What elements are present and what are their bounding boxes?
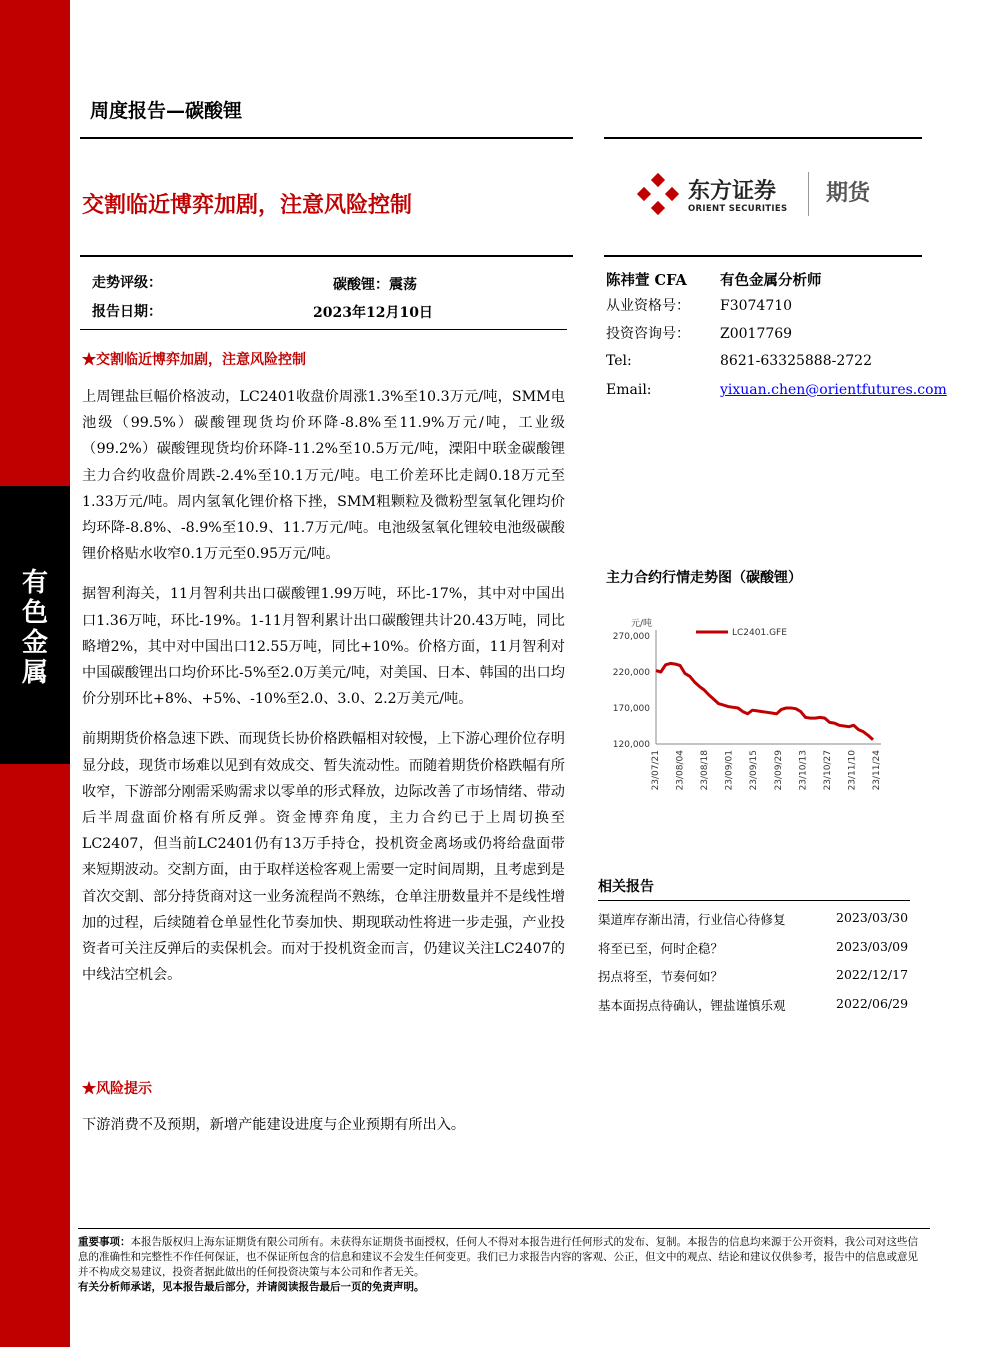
x-tick-label: 23/10/27: [822, 750, 833, 791]
x-tick-label: 23/09/01: [724, 750, 735, 791]
related-report-name[interactable]: 渠道库存渐出清，行业信心待修复: [598, 912, 786, 927]
rating-label: 走势评级：: [92, 275, 162, 291]
y-tick-label: 270,000: [612, 632, 650, 642]
x-tick-label: 23/10/13: [798, 750, 809, 791]
disclaimer-label: 重要事项：: [78, 1236, 131, 1248]
consult-label: 投资咨询号：: [606, 326, 690, 342]
related-report-date: 2022/12/17: [836, 967, 909, 982]
y-tick-label: 220,000: [612, 668, 650, 678]
diamond-logo-icon: [636, 172, 680, 216]
email-link[interactable]: yixuan.chen@orientfutures.com: [720, 382, 947, 398]
rule-mid-right: [604, 255, 922, 257]
date-value: 2023年12月10日: [313, 305, 433, 321]
brand-suffix: 期货: [826, 181, 871, 206]
x-tick-label: 23/11/24: [872, 750, 882, 791]
page-title: 交割临近博弈加剧，注意风险控制: [82, 193, 413, 218]
related-report-name[interactable]: 拐点将至，节奏何如？: [598, 969, 724, 984]
brand-logo: [636, 172, 886, 222]
x-tick-label: 23/08/18: [700, 750, 711, 791]
tel-value: 8621-63325888-2722: [720, 353, 872, 369]
disclaimer-bottom: 有关分析师承诺，见本报告最后部分，并请阅读报告最后一页的免责声明。: [78, 1281, 425, 1293]
sector-label: 有 色 金 属: [0, 486, 70, 764]
analyst-role: 有色金属分析师: [720, 272, 822, 289]
brand-divider: [808, 172, 809, 216]
report-type: 周度报告—碳酸锂: [90, 100, 243, 122]
consult-value: Z0017769: [720, 326, 793, 342]
disclaimer: [78, 1235, 928, 1295]
cert-label: 从业资格号：: [606, 298, 690, 314]
related-report-date: 2023/03/30: [836, 910, 909, 925]
related-report-date: 2022/06/29: [836, 995, 909, 1011]
related-report-date: 2023/03/09: [836, 938, 909, 954]
x-tick-label: 23/09/15: [749, 750, 760, 791]
y-axis-label: 元/吨: [630, 619, 652, 629]
x-tick-label: 23/09/29: [773, 750, 784, 791]
chart-caption: 主力合约行情走势图（碳酸锂）: [606, 570, 802, 586]
x-tick-label: 23/07/21: [651, 750, 661, 791]
y-tick-label: 120,000: [612, 740, 650, 750]
price-trend-chart: [596, 608, 896, 808]
x-tick-label: 23/08/04: [675, 750, 686, 791]
analyst-name: 陈祎萱 CFA: [606, 272, 687, 289]
paragraph: 上周锂盐巨幅价格波动，LC2401收盘价周涨1.3%至10.3万元/吨，SMM电池级（99.5%）碳酸锂现货均价环降-8.8%至11.9%万元/吨，工业级（99.2%）碳酸锂现货均价环降-11.2%至10.5万元/吨，溧阳中联金碳酸锂主力合约收盘价周跌-2.4%至10.1万元/吨。电工价差环比走阔0.18万元至1.33万元/吨。周内氢氧化锂价格下挫，SMM粗颗粒及微粉型氢氧化锂均价均环降-8.8%、-8.9%至10.9、11.7万元/吨。电池级氢氧化锂较电池级碳酸锂价格贴水收窄0.1万元至0.95万元/吨。: [82, 389, 565, 563]
rule-top-left: [80, 137, 573, 139]
cert-value: F3074710: [720, 298, 793, 314]
section-title-risk: ★风险提示: [82, 1081, 152, 1097]
section-title-main: ★交割临近博弈加剧，注意风险控制: [82, 352, 306, 368]
disclaimer-text: 本报告版权归上海东证期货有限公司所有。未获得东证期货书面授权，任何人不得对本报告进行任何形式的发布、复制。本报告的信息均来源于公开资料，我公司对这些信息的准确性和完整性不作任何保证，也不保证所包含的信息和建议不会发生任何变更。我们已力求报告内容的客观、公正，但文中的观点、结论和建议仅供参考，报告中的信息或意见并不构成交易建议，投资者据此做出的任何投资决策与本公司和作者无关。: [78, 1236, 918, 1278]
paragraph: 据智利海关，11月智利共出口碳酸锂1.99万吨，环比-17%，其中对中国出口1.36万吨，环比-19%。1-11月智利累计出口碳酸锂共计20.43万吨，同比略增2%，其中对中国出口12.55万吨，同比+10%。价格方面，11月智利对中国碳酸锂出口均价环比-5%至2.0万美元/吨，对美国、日本、韩国的出口均价分别环比+8%、+5%、-10%至2.0、3.0、2.2万美元/吨。: [82, 586, 565, 708]
rule-footer: [78, 1228, 930, 1229]
series-line-lc2401: [656, 663, 873, 739]
rule-mid-left: [80, 255, 573, 257]
date-label: 报告日期：: [92, 304, 162, 320]
body-text: [82, 384, 565, 1002]
rule-related: [598, 900, 910, 901]
brand-name-cn: 东方证券: [688, 179, 777, 204]
related-report-name[interactable]: 基本面拐点待确认，锂盐谨慎乐观: [598, 997, 786, 1013]
tel-label: Tel:: [606, 353, 632, 369]
email-label: Email:: [606, 382, 652, 398]
y-tick-label: 170,000: [612, 704, 650, 714]
x-tick-label: 23/11/10: [847, 750, 858, 791]
paragraph: 前期期货价格急速下跌、而现货长协价格跌幅相对较慢，上下游心理价位存明显分歧，现货市场难以见到有效成交、暂失流动性。而随着期货价格跌幅有所收窄，下游部分刚需采购需求以零单的形式释放，边际改善了市场情绪、带动后半周盘面价格有所反弹。资金博弈角度，主力合约已于上周切换至LC2407，但当前LC2401仍有13万手持仓，投机资金离场或仍将给盘面带来短期波动。交割方面，由于取样送检客观上需要一定时间周期，且考虑到是首次交割、部分持货商对这一业务流程尚不熟练，仓单注册数量并不是线性增加的过程，后续随着仓单显性化节奏加快、期现联动性将进一步走强，产业投资者可关注反弹后的卖保机会。而对于投机资金而言，仍建议关注LC2407的中线沽空机会。: [82, 731, 565, 984]
related-title: 相关报告: [598, 879, 654, 895]
risk-text: 下游消费不及预期，新增产能建设进度与企业预期有所出入。: [82, 1117, 466, 1133]
brand-name-en: ORIENT SECURITIES: [688, 204, 788, 214]
legend-label: LC2401.GFE: [732, 628, 787, 638]
rule-meta: [80, 329, 567, 330]
related-report-name[interactable]: 将至已至，何时企稳？: [598, 940, 724, 956]
rating-value: 碳酸锂：震荡: [333, 277, 417, 293]
rule-top-right: [604, 137, 922, 139]
